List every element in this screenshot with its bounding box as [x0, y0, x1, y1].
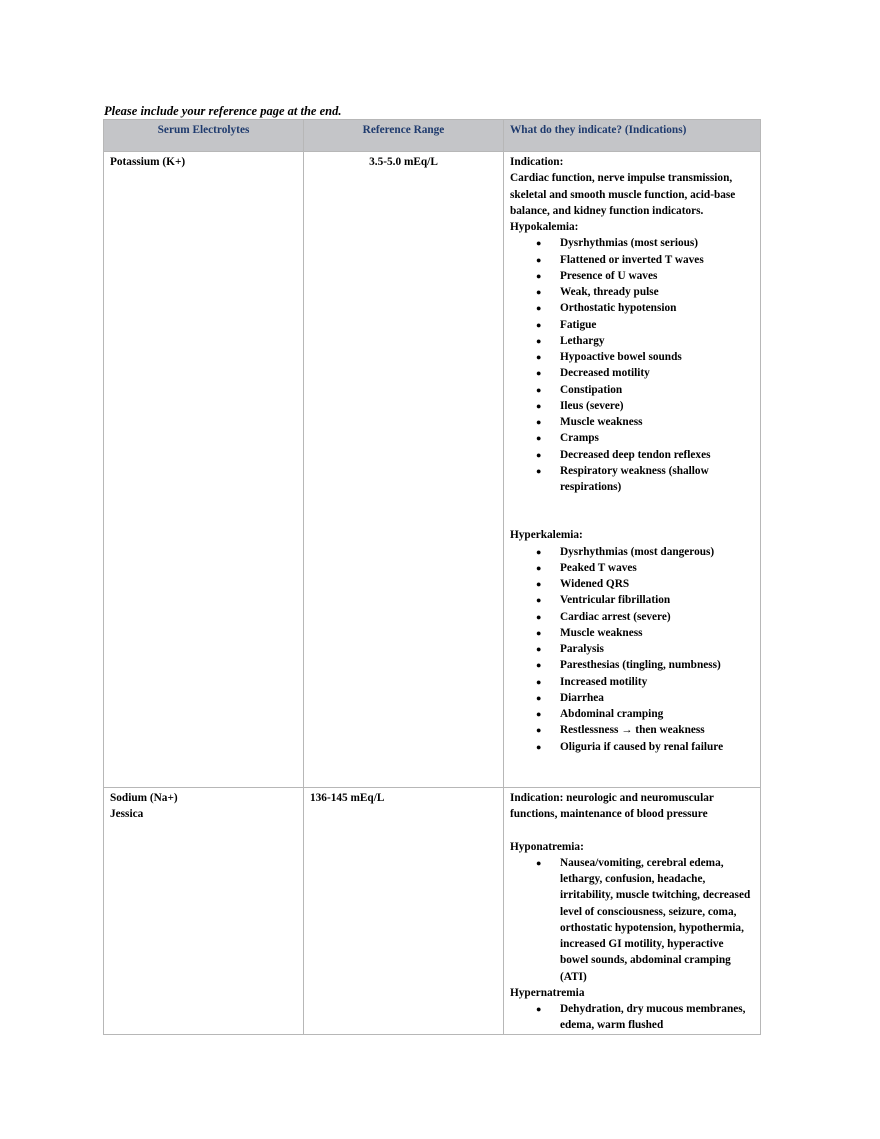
spacer [510, 495, 754, 527]
list-item-text: Flattened or inverted T waves [560, 253, 704, 266]
list-item-text: Dysrhythmias (most serious) [560, 237, 699, 250]
list-item-text: Increased motility [560, 675, 648, 688]
bullet-icon: ● [536, 287, 542, 297]
list-item [536, 300, 754, 316]
list-item [536, 382, 754, 398]
list-item-text: Paresthesias (tingling, numbness) [560, 659, 721, 672]
indication-text: Indication: neurologic and neuromuscular functions, maintenance of blood pressure [510, 792, 714, 821]
bullet-icon: ● [536, 741, 542, 752]
list-item [536, 317, 754, 333]
cell-potassium-indications [504, 152, 761, 788]
hypernatremia-list [510, 1001, 754, 1034]
electrolyte-name: Potassium (K+) [110, 156, 186, 168]
list-item [536, 284, 754, 300]
bullet-icon: ● [536, 400, 542, 411]
reference-range: 136-145 mEq/L [310, 792, 385, 804]
list-item-text: Peaked T waves [560, 561, 637, 574]
list-item-text: Ventricular fibrillation [560, 594, 671, 607]
cell-sodium-name [104, 788, 304, 1035]
list-item [536, 657, 754, 673]
instruction-text: Please include your reference page at the end. [104, 104, 342, 118]
list-item-text: Orthostatic hypotension [560, 302, 677, 315]
bullet-icon: ● [536, 725, 542, 736]
list-item [536, 333, 754, 349]
bullet-icon: ● [536, 303, 542, 314]
hyponatremia-list [510, 855, 754, 985]
bullet-icon: ● [536, 352, 542, 362]
reference-range: 3.5-5.0 mEq/L [369, 156, 438, 168]
hyperkalemia-label: Hyperkalemia: [510, 529, 583, 542]
hypokalemia-list [510, 235, 754, 495]
list-item-text: Decreased deep tendon reflexes [560, 448, 711, 461]
bullet-icon: ● [536, 368, 542, 379]
indication-text: Cardiac function, nerve impulse transmission, skeletal and smooth muscle function, acid-base balance, and kidney function indicators. [510, 172, 736, 217]
list-item-text: Restlessness → then weakness [560, 724, 705, 737]
list-item [536, 855, 754, 985]
list-item-text: Ileus (severe) [560, 399, 624, 412]
list-item [536, 592, 754, 608]
list-item-text: Lethargy [560, 334, 605, 347]
bullet-icon: ● [536, 709, 542, 719]
cell-sodium-range [304, 788, 504, 1035]
cell-potassium-name [104, 152, 304, 788]
bullet-icon: ● [536, 611, 542, 622]
bullet-icon: ● [536, 627, 542, 638]
list-item [536, 463, 754, 496]
list-item-text: Decreased motility [560, 367, 650, 380]
bullet-icon: ● [536, 562, 542, 573]
list-item-text: Weak, thready pulse [560, 286, 659, 298]
list-item-text: Abdominal cramping [560, 708, 664, 720]
bullet-icon: ● [536, 449, 542, 460]
header-serum-electrolytes: Serum Electrolytes [104, 120, 304, 152]
hyperkalemia-list [510, 544, 754, 755]
list-item-text: Cramps [560, 432, 599, 445]
list-item-text: Dysrhythmias (most dangerous) [560, 545, 715, 558]
list-item [536, 430, 754, 446]
bullet-icon: ● [536, 546, 542, 557]
header-indications: What do they indicate? (Indications) [504, 120, 761, 152]
bullet-icon: ● [536, 335, 542, 346]
list-item-text: Cardiac arrest (severe) [560, 610, 671, 623]
bullet-icon: ● [536, 692, 542, 703]
bullet-icon: ● [536, 644, 542, 654]
list-item-text: Widened QRS [560, 578, 630, 590]
list-item [536, 447, 754, 463]
list-item-text: Respiratory weakness (shallow respirations) [560, 464, 709, 493]
list-item [536, 641, 754, 657]
list-item-text: Constipation [560, 383, 623, 396]
list-item [536, 365, 754, 381]
list-item [536, 1001, 754, 1034]
list-item [536, 576, 754, 592]
list-item [536, 739, 754, 755]
indication-label: Indication: [510, 156, 564, 168]
list-item [536, 235, 754, 251]
bullet-icon: ● [536, 270, 542, 281]
bullet-icon: ● [536, 857, 542, 868]
list-item [536, 722, 754, 738]
list-item [536, 674, 754, 690]
header-reference-range: Reference Range [304, 120, 504, 152]
table-row-potassium [104, 152, 761, 788]
cell-potassium-range [304, 152, 504, 788]
list-item [536, 560, 754, 576]
bullet-icon: ● [536, 579, 542, 589]
author-name: Jessica [110, 808, 144, 821]
cell-sodium-indications [504, 788, 761, 1035]
list-item [536, 706, 754, 722]
list-item-text: Presence of U waves [560, 269, 658, 282]
table-row-sodium [104, 788, 761, 1035]
list-item [536, 252, 754, 268]
spacer [510, 823, 754, 839]
list-item-text: Muscle weakness [560, 416, 643, 428]
list-item [536, 349, 754, 365]
bullet-icon: ● [536, 384, 542, 395]
bullet-icon: ● [536, 433, 542, 444]
list-item [536, 609, 754, 625]
bullet-icon: ● [536, 660, 542, 671]
bullet-icon: ● [536, 319, 542, 330]
list-item-text: Dehydration, dry mucous membranes, edema, warm flushed [560, 1003, 746, 1032]
list-item [536, 268, 754, 284]
list-item-text: Paralysis [560, 643, 604, 655]
bullet-icon: ● [536, 595, 542, 606]
bullet-icon: ● [536, 1004, 542, 1014]
electrolyte-table [103, 119, 761, 1035]
hypokalemia-label: Hypokalemia: [510, 221, 579, 233]
table-header-row [104, 120, 761, 152]
list-item [536, 398, 754, 414]
list-item-text: Diarrhea [560, 691, 604, 704]
list-item [536, 690, 754, 706]
list-item [536, 625, 754, 641]
bullet-icon: ● [536, 676, 542, 687]
hypernatremia-label: Hypernatremia [510, 986, 585, 999]
list-item-text: Muscle weakness [560, 626, 643, 639]
list-item-text: Fatigue [560, 318, 597, 331]
bullet-icon: ● [536, 417, 542, 427]
list-item [536, 414, 754, 430]
bullet-icon: ● [536, 238, 542, 249]
list-item-text: Hypoactive bowel sounds [560, 351, 682, 363]
list-item-text: Oliguria if caused by renal failure [560, 740, 724, 753]
hyponatremia-label: Hyponatremia: [510, 840, 584, 853]
list-item [536, 544, 754, 560]
bullet-icon: ● [536, 465, 542, 476]
electrolyte-name: Sodium (Na+) [110, 792, 178, 804]
bullet-icon: ● [536, 254, 542, 265]
list-item-text: Nausea/vomiting, cerebral edema, lethargy, confusion, headache, irritability, muscle twitching, decreased level of consciousness, seizure, coma, orthostatic hypotension, hypothermia, increased GI motility, hyperactive bowel sounds, abdominal cramping (ATI) [560, 856, 751, 983]
